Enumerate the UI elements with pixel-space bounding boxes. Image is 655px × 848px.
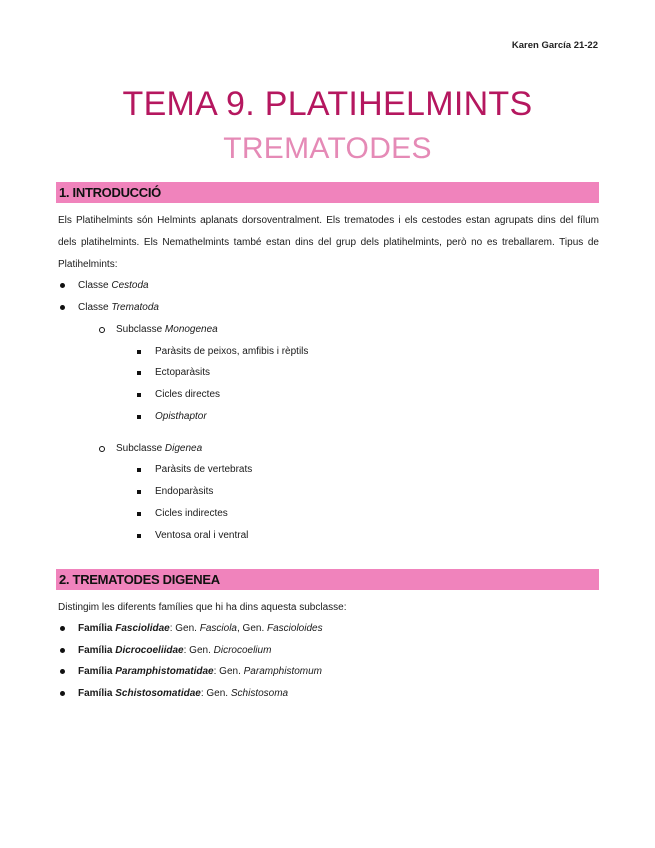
bullet-square-icon (137, 371, 141, 375)
bullet-disc-icon (60, 691, 65, 696)
list-item-subclass: Subclasse Monogenea (116, 324, 218, 335)
bullet-square-icon (137, 490, 141, 494)
list-item-family: Família Dicrocoeliidae: Gen. Dicrocoelium (78, 645, 272, 656)
list-item-subclass: Subclasse Digenea (116, 443, 203, 454)
list-item-family: Família Paramphistomatidae: Gen. Paramphistomum (78, 666, 322, 677)
bullet-square-icon (137, 512, 141, 516)
bullet-circle-icon (99, 327, 105, 333)
section-heading-introduccio: 1. INTRODUCCIÓ (56, 182, 599, 203)
bullet-disc-icon (60, 305, 65, 310)
list-item-trait: Ventosa oral i ventral (155, 530, 249, 541)
bullet-square-icon (137, 415, 141, 419)
intro-paragraph: Els Platihelmints són Helmints aplanats dorsoventralment. Els trematodes i els cestodes estan agrupats dins del fílum dels platihelmints. Els Nemathelmints també estan dins del grup dels platihelmints, però no es treballarem. Tipus de Platihelmints: (58, 215, 599, 270)
list-item-trait: Opisthaptor (155, 411, 207, 422)
bullet-square-icon (137, 393, 141, 397)
list-item-family: Família Fasciolidae: Gen. Fasciola, Gen. Fascioloides (78, 623, 323, 634)
bullet-square-icon (137, 350, 141, 354)
bullet-disc-icon (60, 648, 65, 653)
page-title: TEMA 9. PLATIHELMINTS (122, 85, 533, 123)
header-author: Karen García 21-22 (511, 40, 598, 51)
page-subtitle: TREMATODES (223, 132, 432, 165)
bullet-square-icon (137, 534, 141, 538)
list-item-trait: Paràsits de peixos, amfibis i rèptils (155, 346, 309, 357)
list-item-trait: Cicles directes (155, 389, 221, 400)
section-heading-trematodes-digenea: 2. TREMATODES DIGENEA (56, 569, 599, 590)
list-item-trait: Paràsits de vertebrats (155, 464, 253, 475)
bullet-circle-icon (99, 446, 105, 452)
list-item-trait: Ectoparàsits (155, 367, 211, 378)
list-item-trait: Cicles indirectes (155, 508, 228, 519)
families-intro: Distingim les diferents famílies que hi ha dins aquesta subclasse: (58, 602, 347, 613)
bullet-square-icon (137, 468, 141, 472)
list-item-class: Classe Trematoda (78, 302, 159, 313)
bullet-disc-icon (60, 669, 65, 674)
list-item-family: Família Schistosomatidae: Gen. Schistosoma (78, 688, 289, 699)
bullet-disc-icon (60, 283, 65, 288)
bullet-disc-icon (60, 626, 65, 631)
list-item-class: Classe Cestoda (78, 280, 149, 291)
list-item-trait: Endoparàsits (155, 486, 214, 497)
